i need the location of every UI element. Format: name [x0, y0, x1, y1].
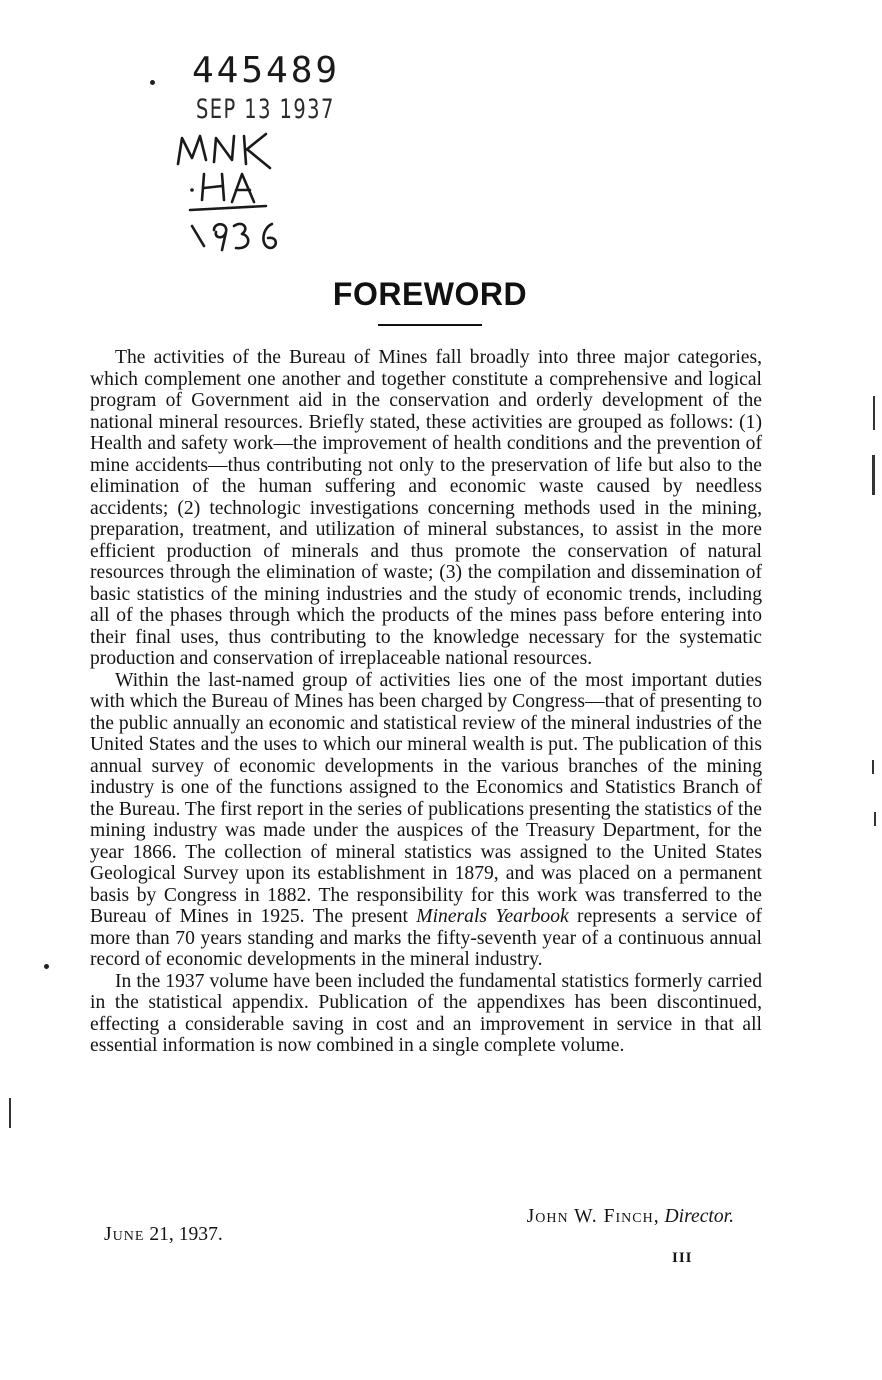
signature-line — [380, 1206, 734, 1228]
scan-mark — [874, 812, 876, 826]
handwritten-call-number — [170, 128, 330, 258]
paragraph-2-text-after: represents a service of more than 70 years standing and marks the fifty-seventh year of a continuous annual record of economic developments in the mineral industry. — [90, 906, 762, 970]
scan-mark — [9, 1098, 11, 1128]
foreword-body — [90, 347, 762, 1057]
page-number: III — [672, 1250, 693, 1266]
paragraph-1: The activities of the Bureau of Mines fall broadly into three major categories, which complement one another and together constitute a comprehensive and logical program of Government aid in the conservation and orderly development of the national mineral resources. Briefly stated, these activities are grouped as follows: (1) Health and safety work—the improvement of health conditions and the prevention of mine accidents—thus contributing not only to the preservation of life but also to the elimination of the human suffering and economic waste caused by needless accidents; (2) technologic investigations concerning methods used in the mining, preparation, treatment, and utilization of mineral substances, to assist in the more efficient production of minerals and thus promote the conservation of natural resources through the elimination of waste; (3) the compilation and dissemination of basic statistics of the mining industries and the study of economic trends, including all of the phases through which the products of the mines pass before entering into their final uses, thus contributing to the knowledge necessary for the systematic production and conservation of irreplaceable national resources. — [90, 347, 762, 669]
signatory-title: Director. — [664, 1206, 734, 1227]
minerals-yearbook-title: Minerals Yearbook — [416, 906, 569, 927]
accession-number: 445489 — [192, 50, 341, 91]
paragraph-2 — [90, 670, 762, 971]
foreword-date — [104, 1224, 223, 1246]
scan-mark — [873, 396, 875, 430]
paragraph-2-text-before: Within the last-named group of activities lies one of the most important duties with which the Bureau of Mines has been charged by Congress—that of presenting to the public annually an economic and statistical review of the mineral industries of the United States and the uses to which our mineral wealth is put. The publication of this annual survey of economic developments in the various branches of the mining industry is one of the functions assigned to the Economics and Statistics Branch of the Bureau. The first report in the series of publications presenting the statistics of the mining industry was made under the auspices of the Treasury Department, for the year 1866. The collection of mineral statistics was assigned to the United States Geological Survey upon its establishment in 1879, and was placed on a permanent basis by Congress in 1882. The responsibility for this work was transferred to the Bureau of Mines in 1925. The present — [90, 669, 762, 927]
stamp-date: SEP 13 1937 — [196, 94, 335, 125]
scan-mark — [872, 760, 874, 774]
title-rule — [378, 324, 482, 326]
stamp-dot — [150, 80, 155, 85]
date-day-year: 21, 1937. — [149, 1224, 223, 1245]
library-stamp — [0, 0, 882, 260]
paragraph-3: In the 1937 volume have been included the fundamental statistics formerly carried in the statistical appendix. Publication of the appendixes has been discontinued, effecting a considerable saving in cost and an improvement in service in that all essential information is now combined in a single complete volume. — [90, 970, 762, 1056]
page-title: FOREWORD — [332, 276, 528, 313]
scan-dot — [44, 964, 49, 969]
scan-mark — [872, 455, 875, 495]
signatory-name: John W. Finch, — [526, 1206, 660, 1227]
date-month: June — [104, 1224, 145, 1245]
